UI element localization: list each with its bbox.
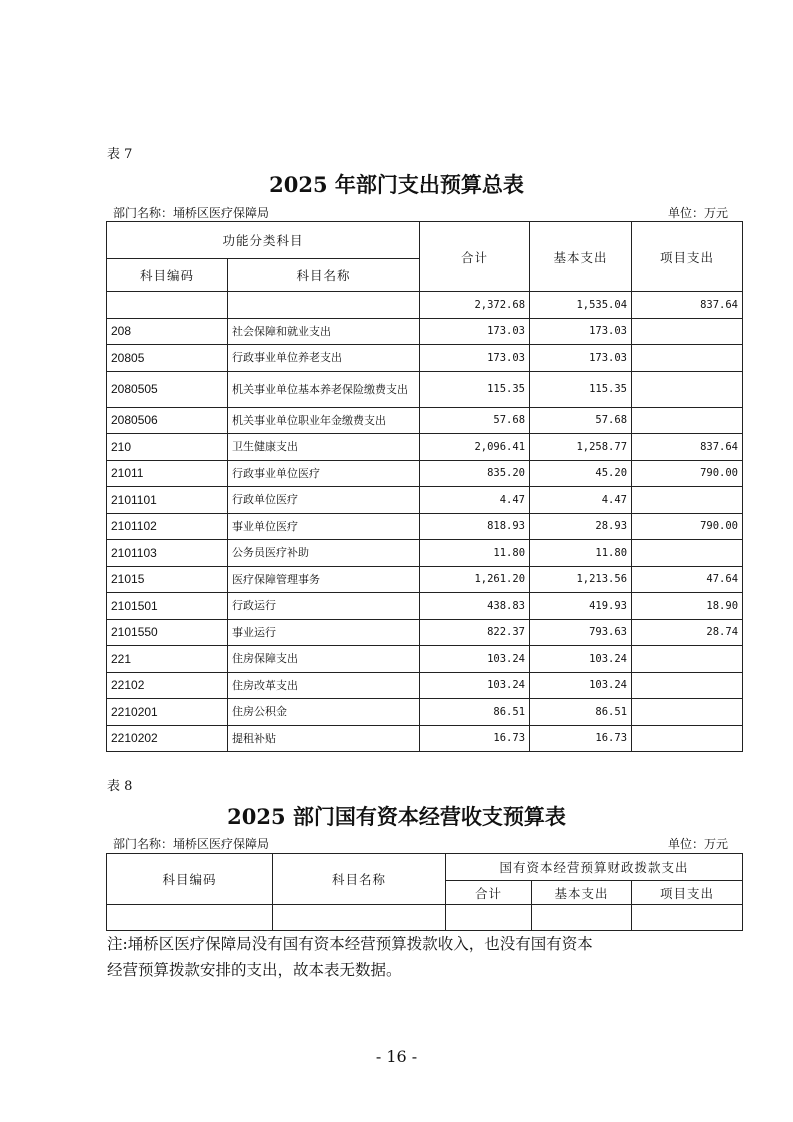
table7 bbox=[106, 221, 743, 752]
cell-total: 16.73 bbox=[420, 725, 530, 752]
cell-name: 社会保障和就业支出 bbox=[228, 318, 420, 345]
cell-basic: 57.68 bbox=[530, 407, 632, 434]
cell-basic: 86.51 bbox=[530, 699, 632, 726]
cell-project: 790.00 bbox=[632, 460, 743, 487]
t8-empty-cell bbox=[632, 905, 743, 931]
cell-name: 事业单位医疗 bbox=[228, 513, 420, 540]
cell-project: 28.74 bbox=[632, 619, 743, 646]
cell-project bbox=[632, 725, 743, 752]
cell-code: 2080506 bbox=[107, 407, 228, 434]
cell-basic: 173.03 bbox=[530, 318, 632, 345]
table-row bbox=[107, 487, 743, 514]
cell-total: 173.03 bbox=[420, 318, 530, 345]
cell-code: 221 bbox=[107, 646, 228, 673]
table-row bbox=[107, 292, 743, 319]
cell-project bbox=[632, 487, 743, 514]
cell-name: 行政运行 bbox=[228, 593, 420, 620]
cell-total: 103.24 bbox=[420, 646, 530, 673]
cell-total: 173.03 bbox=[420, 345, 530, 372]
cell-project: 47.64 bbox=[632, 566, 743, 593]
table8 bbox=[106, 853, 743, 931]
cell-project bbox=[632, 646, 743, 673]
cell-total: 4.47 bbox=[420, 487, 530, 514]
cell-basic: 419.93 bbox=[530, 593, 632, 620]
table-row bbox=[107, 513, 743, 540]
header-name: 科目名称 bbox=[228, 259, 420, 292]
note-line-1: 注:埇桥区医疗保障局没有国有资本经营预算拨款收入，也没有国有资本 bbox=[107, 935, 593, 953]
cell-project: 837.64 bbox=[632, 292, 743, 319]
t8-empty-cell bbox=[446, 905, 532, 931]
cell-total: 115.35 bbox=[420, 371, 530, 407]
t8-header-project: 项目支出 bbox=[632, 881, 743, 905]
cell-name: 公务员医疗补助 bbox=[228, 540, 420, 567]
cell-project bbox=[632, 318, 743, 345]
cell-code: 2101550 bbox=[107, 619, 228, 646]
cell-name: 机关事业单位基本养老保险缴费支出 bbox=[228, 371, 420, 407]
cell-name: 住房保障支出 bbox=[228, 646, 420, 673]
cell-total: 57.68 bbox=[420, 407, 530, 434]
cell-name: 住房公积金 bbox=[228, 699, 420, 726]
cell-code: 21015 bbox=[107, 566, 228, 593]
cell-code: 2210202 bbox=[107, 725, 228, 752]
table7-body bbox=[107, 292, 743, 752]
table8-label: 表 8 bbox=[107, 779, 133, 794]
cell-total: 438.83 bbox=[420, 593, 530, 620]
cell-name: 医疗保障管理事务 bbox=[228, 566, 420, 593]
cell-name: 提租补贴 bbox=[228, 725, 420, 752]
table-row bbox=[107, 619, 743, 646]
cell-code: 2101103 bbox=[107, 540, 228, 567]
table8-note bbox=[107, 931, 707, 983]
cell-name: 行政单位医疗 bbox=[228, 487, 420, 514]
t8-header-name: 科目名称 bbox=[273, 854, 446, 905]
t8-empty-cell bbox=[532, 905, 632, 931]
cell-total: 835.20 bbox=[420, 460, 530, 487]
header-total: 合计 bbox=[420, 222, 530, 292]
cell-basic: 173.03 bbox=[530, 345, 632, 372]
cell-code: 2101501 bbox=[107, 593, 228, 620]
table-row bbox=[107, 699, 743, 726]
cell-code: 208 bbox=[107, 318, 228, 345]
cell-basic: 115.35 bbox=[530, 371, 632, 407]
cell-project: 18.90 bbox=[632, 593, 743, 620]
cell-basic: 1,535.04 bbox=[530, 292, 632, 319]
table8-unit: 单位：万元 bbox=[668, 837, 729, 851]
table-row bbox=[107, 371, 743, 407]
cell-total: 103.24 bbox=[420, 672, 530, 699]
cell-total: 818.93 bbox=[420, 513, 530, 540]
cell-name: 机关事业单位职业年金缴费支出 bbox=[228, 407, 420, 434]
cell-code: 2080505 bbox=[107, 371, 228, 407]
cell-project: 790.00 bbox=[632, 513, 743, 540]
t8-empty-cell bbox=[107, 905, 273, 931]
table7-label: 表 7 bbox=[107, 147, 133, 162]
table7-dept: 部门名称：埇桥区医疗保障局 bbox=[113, 206, 270, 220]
cell-project bbox=[632, 672, 743, 699]
t8-header-basic: 基本支出 bbox=[532, 881, 632, 905]
t8-header-group: 国有资本经营预算财政拨款支出 bbox=[446, 854, 743, 881]
table-row bbox=[107, 460, 743, 487]
cell-project: 837.64 bbox=[632, 434, 743, 461]
cell-total: 86.51 bbox=[420, 699, 530, 726]
header-project: 项目支出 bbox=[632, 222, 743, 292]
cell-total: 1,261.20 bbox=[420, 566, 530, 593]
table-row bbox=[107, 725, 743, 752]
cell-code: 22102 bbox=[107, 672, 228, 699]
cell-basic: 1,213.56 bbox=[530, 566, 632, 593]
cell-basic: 45.20 bbox=[530, 460, 632, 487]
cell-name bbox=[228, 292, 420, 319]
header-basic: 基本支出 bbox=[530, 222, 632, 292]
cell-name: 行政事业单位医疗 bbox=[228, 460, 420, 487]
cell-name: 行政事业单位养老支出 bbox=[228, 345, 420, 372]
header-functional-category: 功能分类科目 bbox=[107, 222, 420, 259]
cell-basic: 103.24 bbox=[530, 646, 632, 673]
table-row bbox=[107, 407, 743, 434]
cell-project bbox=[632, 407, 743, 434]
cell-code: 210 bbox=[107, 434, 228, 461]
cell-name: 住房改革支出 bbox=[228, 672, 420, 699]
cell-total: 822.37 bbox=[420, 619, 530, 646]
cell-name: 事业运行 bbox=[228, 619, 420, 646]
header-code: 科目编码 bbox=[107, 259, 228, 292]
cell-code: 21011 bbox=[107, 460, 228, 487]
table8-dept: 部门名称：埇桥区医疗保障局 bbox=[113, 837, 270, 851]
page-number: - 16 - bbox=[375, 1047, 418, 1066]
table-row bbox=[107, 593, 743, 620]
cell-basic: 28.93 bbox=[530, 513, 632, 540]
cell-total: 2,372.68 bbox=[420, 292, 530, 319]
t8-empty-cell bbox=[273, 905, 446, 931]
table7-title: 2025 年部门支出预算总表 bbox=[269, 172, 524, 197]
cell-project bbox=[632, 345, 743, 372]
cell-name: 卫生健康支出 bbox=[228, 434, 420, 461]
table8-title: 2025 部门国有资本经营收支预算表 bbox=[227, 804, 566, 829]
cell-code bbox=[107, 292, 228, 319]
cell-basic: 16.73 bbox=[530, 725, 632, 752]
table-row bbox=[107, 646, 743, 673]
cell-code: 20805 bbox=[107, 345, 228, 372]
t8-empty-row bbox=[107, 905, 743, 931]
table-row bbox=[107, 540, 743, 567]
cell-basic: 103.24 bbox=[530, 672, 632, 699]
t8-header-code: 科目编码 bbox=[107, 854, 273, 905]
table-row bbox=[107, 345, 743, 372]
table-row bbox=[107, 434, 743, 461]
cell-basic: 793.63 bbox=[530, 619, 632, 646]
t8-header-total: 合计 bbox=[446, 881, 532, 905]
cell-basic: 11.80 bbox=[530, 540, 632, 567]
note-line-2: 经营预算拨款安排的支出，故本表无数据。 bbox=[107, 961, 402, 979]
table-row bbox=[107, 566, 743, 593]
cell-project bbox=[632, 371, 743, 407]
cell-project bbox=[632, 540, 743, 567]
cell-code: 2101102 bbox=[107, 513, 228, 540]
cell-code: 2101101 bbox=[107, 487, 228, 514]
table7-unit: 单位：万元 bbox=[668, 206, 729, 220]
table-row bbox=[107, 318, 743, 345]
cell-basic: 4.47 bbox=[530, 487, 632, 514]
cell-code: 2210201 bbox=[107, 699, 228, 726]
cell-total: 11.80 bbox=[420, 540, 530, 567]
cell-project bbox=[632, 699, 743, 726]
cell-basic: 1,258.77 bbox=[530, 434, 632, 461]
table-row bbox=[107, 672, 743, 699]
cell-total: 2,096.41 bbox=[420, 434, 530, 461]
